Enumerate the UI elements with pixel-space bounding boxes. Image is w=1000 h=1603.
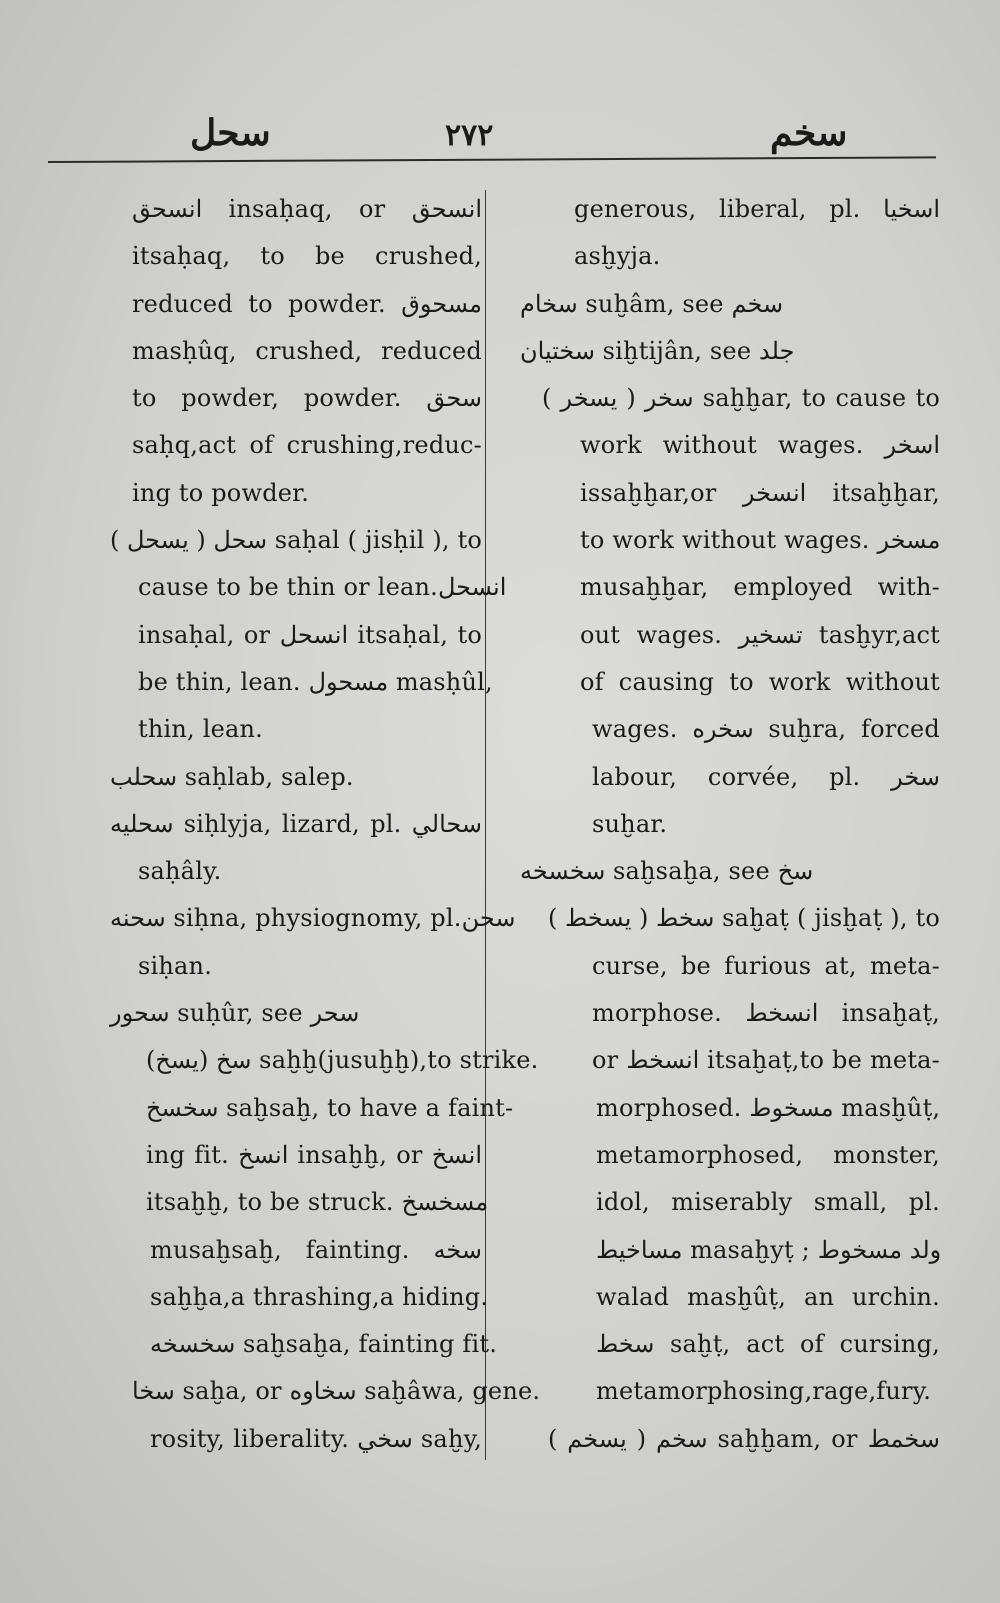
entry-line: of causing to work without <box>580 667 940 696</box>
entry-line: wages. سخره suḫra, forced <box>592 715 940 744</box>
entry-line: morphosed. مسخوط masḫûṭ, <box>596 1093 941 1122</box>
entry-line: reduced to powder. مسحوق <box>132 289 482 318</box>
entry-line: سحليه siḥlyja, lizard, pl. سحالي <box>110 809 482 838</box>
entry-line: or انسخط itsaḫaṭ,to be meta- <box>592 1046 940 1075</box>
entry-line: ing fit. انسخ insaḫḫ, or انسخ <box>146 1140 482 1169</box>
entry-line: musaḫḫar, employed with- <box>580 573 940 602</box>
entry-line: انسحق insaḥaq, or انسحق <box>132 195 482 223</box>
entry-line: suḫar. <box>592 809 668 838</box>
header-right-word: سخم <box>770 112 848 154</box>
entry-line: سخسخ saḫsaḫ, to have a faint- <box>146 1093 514 1122</box>
entry-line: itsaḫḫ, to be struck. مسخسخ <box>146 1188 489 1217</box>
entry-line: سخ (يسخ) saḫḫ(jusuḫḫ),to strike. <box>146 1046 539 1075</box>
entry-line: morphose. انسخط insaḫaṭ, <box>592 999 940 1028</box>
entry-line: سختيان siḫtijân, see جلد <box>520 336 795 365</box>
entry-line: be thin, lean. مسحول masḥûl, <box>138 667 493 696</box>
entry-line: cause to be thin or lean.انسحل <box>138 573 507 602</box>
column-divider <box>485 190 486 1460</box>
page-number: ٢٧٢ <box>445 118 494 153</box>
entry-line: سحور suḥûr, see سحر <box>110 999 360 1028</box>
entry-line: itsaḥaq, to be crushed, <box>132 242 482 271</box>
running-header <box>0 112 1000 162</box>
entry-line: سخم ( يسخم ) saḫḫam, or سخمط <box>548 1424 940 1453</box>
entry-line: siḥan. <box>138 951 213 980</box>
entry-line: سخط saḫṭ, act of cursing, <box>596 1330 940 1359</box>
header-left-word: سحل <box>190 112 271 154</box>
entry-line: curse, be furious at, meta- <box>592 951 940 980</box>
entry-line: musaḫsaḫ, fainting. سخه <box>150 1235 482 1264</box>
entry-line: metamorphosed, monster, <box>596 1140 940 1169</box>
entry-line: سخط ( يسخط ) saḫaṭ ( jisḫaṭ ), to <box>548 904 940 933</box>
entry-line: asḫyja. <box>574 242 661 271</box>
left-column <box>110 186 541 1463</box>
entry-line: generous, liberal, pl. اسخيا <box>574 195 940 223</box>
entry-line: idol, miserably small, pl. <box>596 1188 940 1217</box>
entry-line: thin, lean. <box>138 715 263 744</box>
entry-line: سخا saḫa, or سخاوه saḫâwa, gene. <box>132 1377 541 1406</box>
entry-line: سحلب saḥlab, salep. <box>110 762 354 791</box>
entry-line: issaḫḫar,or انسخر itsaḫḫar, <box>580 478 940 507</box>
entry-line: metamorphosing,rage,fury. <box>596 1377 932 1406</box>
entry-line: to powder, powder. سحق <box>132 384 482 413</box>
entry-line: insaḥal, or انسحل itsaḥal, to <box>138 620 482 649</box>
entry-line: rosity, liberality. سخي saḫy, <box>150 1424 483 1453</box>
entry-line: ing to powder. <box>132 478 310 507</box>
right-column <box>520 186 940 1463</box>
entry-line: saḥâly. <box>138 857 222 886</box>
entry-line: walad masḫûṭ, an urchin. <box>596 1282 940 1311</box>
entry-line: saḫḫa,a thrashing,a hiding. <box>150 1282 489 1311</box>
entry-line: سحل ( يسحل ) saḥal ( jisḥil ), to <box>110 526 483 555</box>
entry-line: سحنه siḥna, physiognomy, pl.سحن <box>110 904 516 933</box>
entry-line: work without wages. اسخر <box>580 431 940 460</box>
entry-line: سخر ( يسخر ) saḫḫar, to cause to <box>542 384 940 413</box>
entry-line: مساخيط masaḫyṭ ; ولد مسخوط <box>596 1235 942 1264</box>
entry-line: masḥûq, crushed, reduced <box>132 336 482 365</box>
entry-line: سخسخه saḫsaḫa, fainting fit. <box>150 1330 498 1359</box>
entry-line: out wages. تسخير tasḫyr,act <box>580 620 941 649</box>
entry-line: saḥq,act of crushing,reduc- <box>132 431 482 460</box>
entry-line: to work without wages. مسخر <box>580 526 941 555</box>
entry-line: سخام suḫâm, see سخم <box>520 289 784 318</box>
entry-line: سخسخه saḫsaḫa, see سخ <box>520 857 814 886</box>
entry-line: labour, corvée, pl. سخر <box>592 762 940 791</box>
